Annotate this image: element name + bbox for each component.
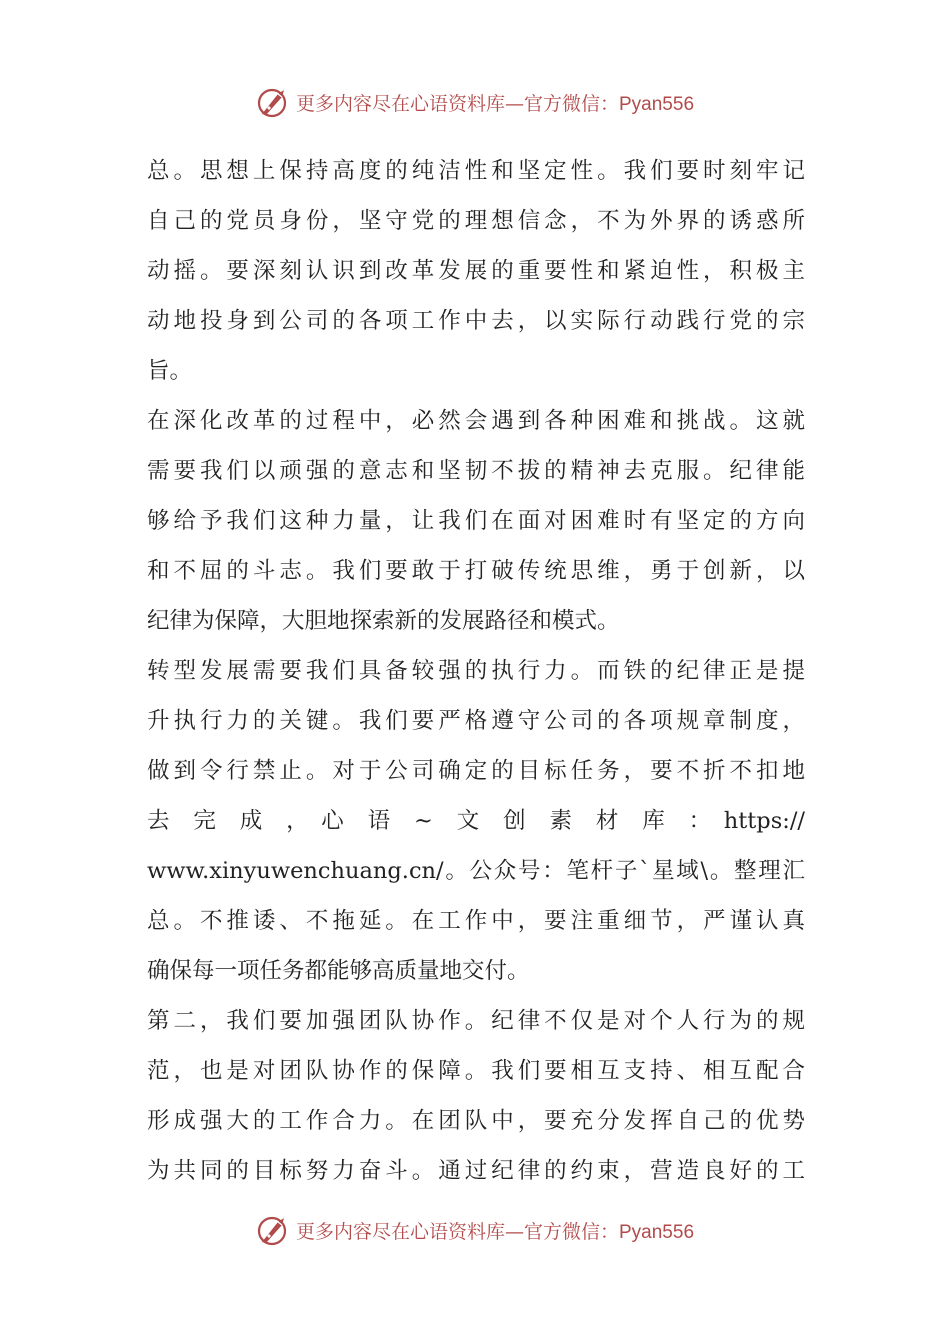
body-line: 去 完 成 ， 心 语 ~ 文 创 素 材 库 ： https:// [147, 808, 805, 834]
document-body [147, 146, 805, 1196]
body-line: 转型发展需要我们具备较强的执行力。而铁的纪律正是提 [147, 658, 805, 684]
body-line: 总。思想上保持高度的纯洁性和坚定性。我们要时刻牢记 [147, 158, 805, 184]
footer-banner-text: 更多内容尽在心语资料库—官方微信：Pyan556 [295, 1220, 695, 1243]
body-line: 做到令行禁止。对于公司确定的目标任务，要不折不扣地 [147, 758, 805, 784]
body-line: 够给予我们这种力量，让我们在面对困难时有坚定的方向 [147, 508, 805, 534]
body-line: 自己的党员身份，坚守党的理想信念，不为外界的诱惑所 [147, 208, 805, 234]
body-line: 确保每一项任务都能够高质量地交付。 [147, 958, 530, 984]
body-line: 升执行力的关键。我们要严格遵守公司的各项规章制度， [147, 708, 805, 734]
body-line: 旨。 [147, 358, 193, 384]
body-line: 范，也是对团队协作的保障。我们要相互支持、相互配合 [147, 1058, 805, 1084]
body-line: 动摇。要深刻认识到改革发展的重要性和紧迫性，积极主 [147, 258, 805, 284]
body-line: 需要我们以顽强的意志和坚韧不拔的精神去克服。纪律能 [147, 458, 805, 484]
body-line: 总。不推诿、不拖延。在工作中，要注重细节，严谨认真 [147, 908, 805, 934]
header-wechat-id: Pyan556 [619, 93, 695, 115]
footer-banner [0, 1210, 950, 1250]
pen-nib-logo-icon [256, 84, 292, 120]
header-banner [0, 82, 950, 122]
body-line: 在深化改革的过程中，必然会遇到各种困难和挑战。这就 [147, 408, 805, 434]
body-line: 第二，我们要加强团队协作。纪律不仅是对个人行为的规 [147, 1008, 805, 1034]
body-line: 纪律为保障，大胆地探索新的发展路径和模式。 [147, 608, 620, 634]
pen-nib-logo-icon [256, 1212, 292, 1248]
footer-wechat-id: Pyan556 [619, 1221, 695, 1243]
body-line: 为共同的目标努力奋斗。通过纪律的约束，营造良好的工 [147, 1158, 805, 1184]
body-line: 和不屈的斗志。我们要敢于打破传统思维，勇于创新，以 [147, 558, 805, 584]
header-banner-text: 更多内容尽在心语资料库—官方微信：Pyan556 [295, 92, 695, 115]
body-line: www.xinyuwenchuang.cn/。公众号：笔杆子`星域\。整理汇 [147, 858, 805, 884]
body-line: 形成强大的工作合力。在团队中，要充分发挥自己的优势 [147, 1108, 805, 1134]
body-line: 动地投身到公司的各项工作中去，以实际行动践行党的宗 [147, 308, 805, 334]
